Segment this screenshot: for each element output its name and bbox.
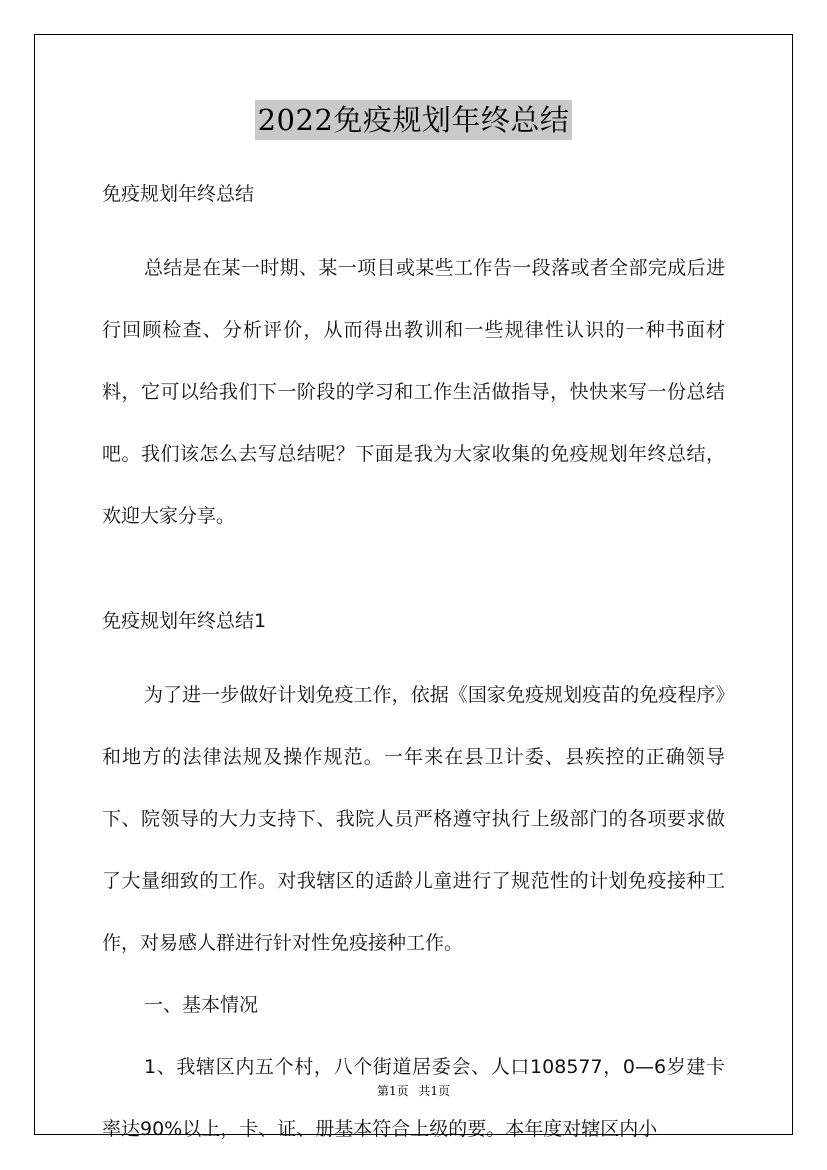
section-paragraph: 为了进一步做好计划免疫工作，依据《国家免疫规划疫苗的免疫程序》和地方的法律法规及操作规范。一年来在县卫计委、县疾控的正确领导下、院领导的大力支持下、我院人员严格遵守执行上级部门的各项要求做了大量细致的工作。对我辖区的适龄儿童进行了规范性的计划免疫接种工作，对易感人群进行针对性免疫接种工作。 <box>102 684 725 954</box>
subheading: 一、基本情况 <box>144 994 259 1016</box>
page-number: 第1页 <box>376 1084 409 1098</box>
title-container <box>0 100 827 140</box>
list-item: 1、我辖区内五个村，八个街道居委会、人口108577，0—6岁建卡率达90%以上，卡、证、册基本符合上级的要。本年度对辖区内小 <box>102 1056 725 1140</box>
document-body <box>102 175 725 1160</box>
page-footer <box>0 1082 827 1099</box>
document-title: 2022免疫规划年终总结 <box>255 100 573 140</box>
intro-paragraph: 总结是在某一时期、某一项目或某些工作告一段落或者全部完成后进行回顾检查、分析评价，从而得出教训和一些规律性认识的一种书面材料，它可以给我们下一阶段的学习和工作生活做指导，快快来写一份总结吧。我们该怎么去写总结呢？下面是我为大家收集的免疫规划年终总结，欢迎大家分享。 <box>102 257 725 527</box>
subtitle: 免疫规划年终总结 <box>102 183 255 205</box>
spacer <box>102 213 725 237</box>
spacer <box>102 547 725 602</box>
spacer <box>102 640 725 664</box>
page-total: 共1页 <box>418 1084 451 1098</box>
section-heading: 免疫规划年终总结1 <box>102 610 267 632</box>
